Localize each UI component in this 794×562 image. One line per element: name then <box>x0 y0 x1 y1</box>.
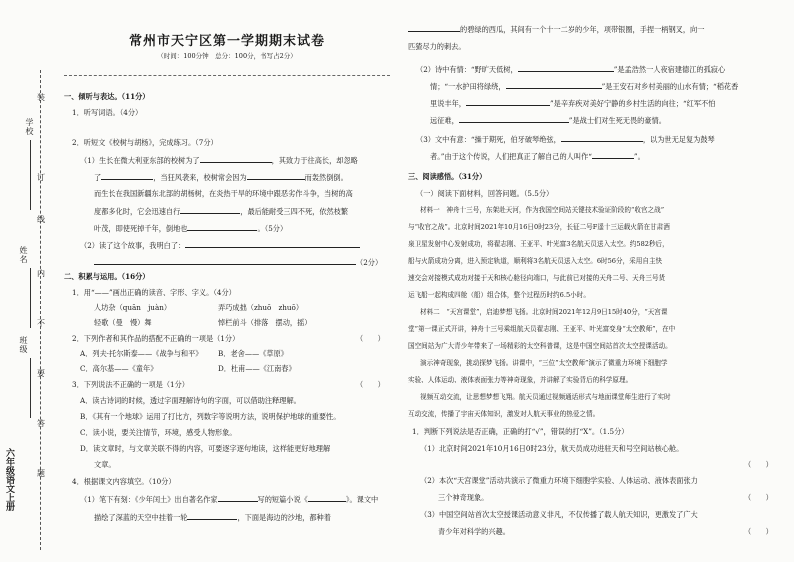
answer-blank[interactable] <box>247 172 305 180</box>
class-field[interactable] <box>30 358 31 418</box>
binding-char: 线 <box>37 215 45 224</box>
question-text: ”是孟浩然一人夜宿建德江的孤寂心 <box>613 65 726 74</box>
title-separator <box>64 75 390 76</box>
answer-parentheses[interactable]: （ ） <box>744 460 773 469</box>
question-text: 1．听写词语。（4分） <box>72 108 143 117</box>
left-column <box>58 0 396 562</box>
question-line <box>80 494 378 505</box>
answer-blank[interactable] <box>308 494 346 502</box>
question-text: 写的短篇小说《 <box>257 495 308 504</box>
question-text: ”是王安石对乡村美丽的山水有情；“稻花香 <box>601 82 739 91</box>
option-text: C．读小说，要关注情节，环境，感受人物形象。 <box>80 428 237 437</box>
question-text: 远征难， <box>430 116 459 125</box>
question-text: （1）生长在微大利亚东部的校树为了 <box>80 156 200 165</box>
question-line <box>430 98 715 109</box>
option-text: 文章。 <box>94 460 116 469</box>
right-column <box>408 0 788 562</box>
passage-line: 船与火箭成功分离，进入预定轨道，顺利将3名航天员送入太空。6时56分，采用自主快 <box>408 257 663 265</box>
question-text: （3）中国空间站首次太空授课活动意义非凡，不仅传播了载人航天知识，更激发了广大 <box>420 510 698 519</box>
option-text: A．读古诗词的时候，透过字面理解诗句的字面，可以借助注释理解。 <box>80 396 301 405</box>
answer-blank[interactable] <box>518 64 614 72</box>
question-text: （2）诗中有情：“野旷天低树， <box>416 65 518 74</box>
question-text: 里说丰年， <box>430 99 466 108</box>
question-text: ”是战士们对生死无畏的豪情。 <box>568 116 666 125</box>
question-text: ，下面是海边的沙地，都种着 <box>237 513 331 522</box>
school-label: 学校 <box>25 118 34 136</box>
question-line <box>80 155 358 166</box>
answer-parentheses[interactable]: （ ） <box>744 493 773 502</box>
question-text: 。（5分） <box>257 224 288 233</box>
question-text: （1）笔下有刻：《少年闰土》出自著名作家 <box>80 495 218 504</box>
question-text: 1．用“——”画出正确的读音、字形、字义。（4分） <box>72 288 236 297</box>
question-text: 情；“一水护田将绿绕， <box>430 82 506 91</box>
question-text: 2．下列作者和其作品的搭配不正确的一项是（1分） <box>72 334 240 343</box>
answer-blank[interactable] <box>506 81 602 89</box>
class-label: 班级 <box>19 336 28 354</box>
question-text: ，以为世无足复为鼓琴 <box>642 135 715 144</box>
question-text: （1）北京时间2021年10月16日0时23分，航天员成功进驻天和号空间站核心舱。 <box>420 444 684 453</box>
answer-blank[interactable] <box>185 240 360 248</box>
answer-blank[interactable] <box>180 206 240 214</box>
section-heading: 三、阅读感悟。（31分） <box>408 172 487 181</box>
option-text: D．杜甫——《江南春》 <box>218 364 296 373</box>
question-text: 4．根据课文内容填空。（10分） <box>72 477 176 486</box>
option-text: D．读文章时，与文章关联不得的内容，可要逐字逐句地读，这样能更好地理解 <box>80 444 331 453</box>
binding-char: 答 <box>37 419 45 428</box>
question-text: （2分） <box>356 258 383 267</box>
answer-blank[interactable] <box>187 512 237 520</box>
question-text: 叶茂，即使死掉千年，倒地也 <box>94 224 188 233</box>
passage-line: 互动交流，传播了宇宙天体知识，激发对人航天事业的热爱之情。 <box>408 410 600 418</box>
question-text: 度都多化时，它会迅速自行 <box>94 207 181 216</box>
section-heading: 一、倾听与表达。（11分） <box>64 92 150 101</box>
binding-char: 订 <box>37 173 45 182</box>
passage-line: 材料一 神舟十三号，东架赴天河，作为我国空间站关键技术验证阶段的“收官之战” <box>420 206 665 214</box>
question-text: ”是辛弃疾对美好宁静的乡村生活的向往；“红军不怕 <box>549 99 716 108</box>
question-line <box>80 240 360 251</box>
answer-blank[interactable] <box>466 98 550 106</box>
passage-line: 运飞船一起构成四舱（船）组合体，整个过程历时约6.5小时。 <box>408 291 590 299</box>
option-text: B．《其有一个地球》运用了打比方，列数字等说明方法，说明保护地球的重要性。 <box>80 412 341 421</box>
binding-char: 内 <box>37 269 45 278</box>
question-text: 人坊杂（quān juàn） <box>94 303 172 312</box>
question-text: 而轰然倒倒。 <box>304 173 348 182</box>
question-text: 青少年对科学的兴趣。 <box>438 527 510 536</box>
passage-line: 演示神奇现象，挑动探梦飞扬。讲课中，“三位”太空教师”演示了微重力环境下细胞学 <box>420 359 668 367</box>
answer-blank[interactable] <box>561 134 643 142</box>
question-text: ”。 <box>633 152 645 161</box>
question-text: 轻歌（曼 慢）舞 <box>94 318 152 327</box>
binding-char: 题 <box>37 469 45 478</box>
option-text: A．列夫·托尔斯泰——《战争与和平》 <box>80 349 203 358</box>
passage-line: 与“收官之战”。北京时间2021年10月16日0时23分，长征二号F遥十三运载火箭在甘肃酒 <box>408 223 670 231</box>
question-text: 描绘了深蓝的天空中挂着一轮 <box>94 513 188 522</box>
question-text: 者。”由于这个传说，人们把真正了解自己的人叫作“ <box>430 152 592 161</box>
question-text: 三个神奇现象。 <box>438 493 489 502</box>
exam-subtitle: （时间：100分钟 总分：100分，书写占2分） <box>157 52 297 60</box>
question-line <box>94 512 331 523</box>
subject-label: 六年级语文上册 <box>4 448 14 511</box>
answer-blank[interactable] <box>459 115 569 123</box>
question-line <box>430 151 645 162</box>
name-label: 姓名 <box>19 246 28 264</box>
passage-line: 国空间站为广大青少年带来了一场精彩的太空科普课，这是中国空间站首次太空授课活动。 <box>408 342 672 350</box>
question-text: 悼栏前斗（排落 摆动，摇） <box>218 318 312 327</box>
question-text: ，最后能耐受三四不死，依然枝繁 <box>240 207 349 216</box>
question-text: ，当狂风袭来，校树常会因为 <box>153 173 247 182</box>
question-line <box>430 115 666 126</box>
question-text: （2）读了这个故事，我明白了： <box>80 241 186 250</box>
answer-blank[interactable] <box>200 155 272 163</box>
binding-margin <box>0 0 58 562</box>
option-text: B．老舍——《草原》 <box>218 349 288 358</box>
question-text: （2）本次“天宫课堂”活动共演示了微重力环境下细胞学实验、人体运动、液体表面张力 <box>420 476 698 485</box>
question-text: 的碧绿的西瓜，其间有一个十一二岁的少年，项带银圈，手捏一柄钢叉，向一 <box>460 25 705 34</box>
answer-blank[interactable] <box>592 151 634 159</box>
subsection-heading: （一）阅读下面材料，回答问题。（5.5分） <box>416 189 554 198</box>
question-line <box>94 257 382 268</box>
answer-blank[interactable] <box>408 24 460 32</box>
question-line <box>94 172 348 183</box>
question-text: 2．听短文《校树与胡杨》，完成练习。（7分） <box>72 138 218 147</box>
answer-parentheses[interactable]: （ ） <box>356 334 385 343</box>
question-line <box>94 206 348 217</box>
passage-line: 材料二 “天宫课堂”，启迪梦想飞扬。北京时间2021年12月9日15时40分，“天宫课 <box>420 308 668 316</box>
answer-blank[interactable] <box>218 494 258 502</box>
answer-parentheses[interactable]: （ ） <box>356 380 385 389</box>
answer-blank[interactable] <box>94 257 356 265</box>
question-text: 》。课文中 <box>345 495 379 504</box>
question-text: 3．下列说法不正确的一项是（1分） <box>72 380 189 389</box>
question-line <box>430 81 738 92</box>
option-text: C．高尔基——《童年》 <box>80 364 158 373</box>
school-field[interactable] <box>30 140 31 210</box>
binding-char: 不 <box>37 319 45 328</box>
section-heading: 二、积累与运用。（16分） <box>64 272 150 281</box>
answer-parentheses[interactable]: （ ） <box>744 527 773 536</box>
binding-char: 要 <box>37 369 45 378</box>
exam-title: 常州市天宁区第一学期期末试卷 <box>128 34 325 49</box>
passage-line: 视频互动交流，让思想梦想飞翔。航天员通过视频通话形式与地面课堂师生进行了实时 <box>420 393 671 401</box>
question-line <box>94 223 287 234</box>
question-text: 了 <box>94 173 102 182</box>
question-text: 1．判断下列说法是否正确，正确的打“√”，错误的打“X”。（1.5分） <box>412 427 629 436</box>
question-text: 弄巧成拙（zhuō zhuō） <box>218 303 304 312</box>
passage-line: 速交会对接模式成功对接于天和核心舱径向端口，与此前已对接的天舟二号、天舟三号货 <box>408 274 666 282</box>
question-text: 而生长在我国新疆东北部的胡杨树，在炎热干旱的环境中跟恶劣作斗争，当树的高 <box>94 189 353 198</box>
passage-line: 实验、人体运动、液体表面张力等神奇现象，并讲解了实验背后的科学原理。 <box>408 376 633 384</box>
passage-line: 堂”第一课正式开讲，神舟十三号乘组航天员翟志刚、王亚平、叶光富变身“太空教师”，在中 <box>408 325 676 333</box>
question-text: ，其致力于往高长，却忽略 <box>271 156 358 165</box>
binding-char: 装 <box>37 93 45 102</box>
passage-line: 泉卫星发射中心发射成功，将翟志刚、王亚平、叶光富3名航天员送入太空。约582秒后， <box>408 240 669 248</box>
question-line <box>416 134 715 145</box>
answer-blank[interactable] <box>101 172 153 180</box>
question-line <box>416 64 725 75</box>
question-line <box>408 24 704 35</box>
name-field[interactable] <box>30 268 31 328</box>
answer-blank[interactable] <box>187 223 257 231</box>
question-text: （3）文中有意：“操于期死，伯牙破琴绝弦， <box>416 135 561 144</box>
question-text: 匹猹尽力的刺去。 <box>408 42 466 51</box>
